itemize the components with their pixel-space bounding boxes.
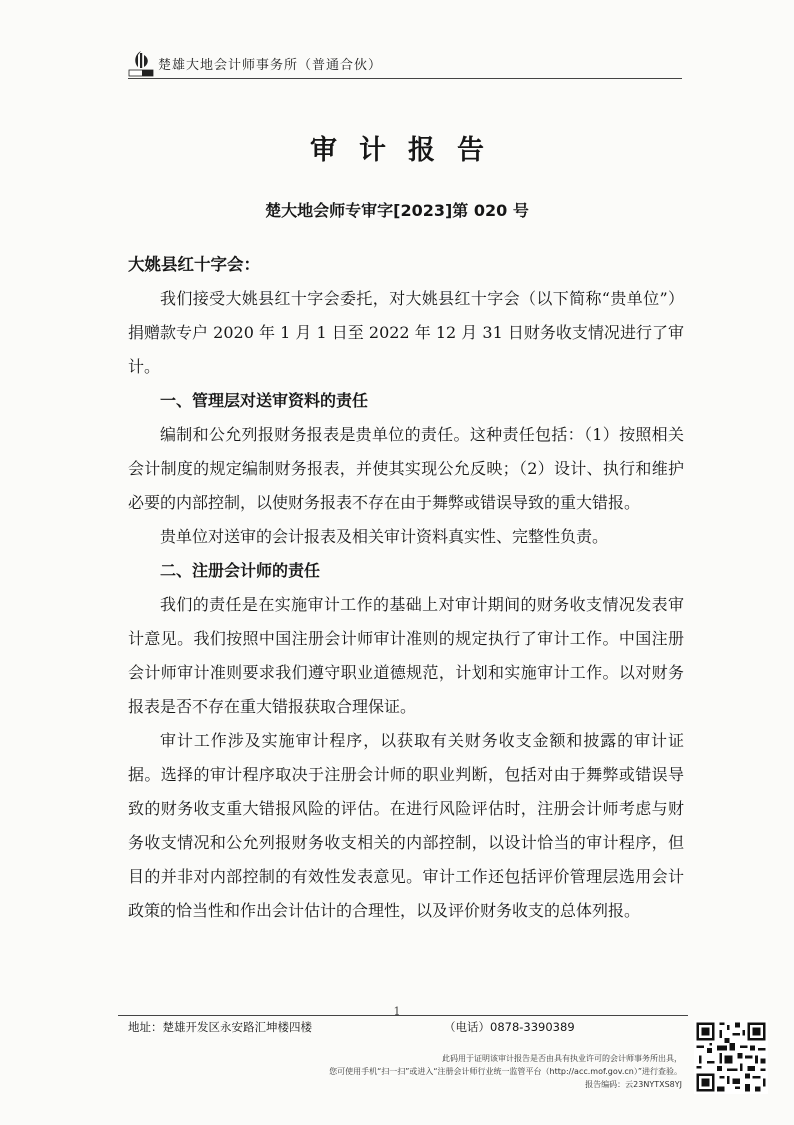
intro-paragraph: 我们接受大姚县红十字会委托，对大姚县红十字会（以下简称“贵单位”）捐赠款专户 2020 年 1 月 1 日至 2022 年 12 月 31 日财务收支情况进行了审计。 <box>128 289 684 376</box>
qr-code-icon[interactable] <box>694 1020 768 1094</box>
page-number: 1 <box>393 1005 401 1018</box>
firm-name: 楚雄大地会计师事务所（普通合伙） <box>158 57 383 73</box>
unit-responsibility-paragraph: 贵单位对送审的会计报表及相关审计资料真实性、完整性负责。 <box>160 527 609 546</box>
letterhead <box>128 48 382 78</box>
report-title: 审计报告 <box>310 135 506 166</box>
footer-phone: （电话）0878-3390389 <box>444 1020 575 1034</box>
verification-note-1: 此码用于证明该审计报告是否由具有执业许可的会计师事务所出具， <box>442 1054 682 1063</box>
footer-divider <box>118 1015 688 1016</box>
footer-address: 地址：楚雄开发区永安路汇坤楼四楼 <box>128 1020 312 1034</box>
management-responsibility-paragraph: 编制和公允列报财务报表是贵单位的责任。这种责任包括：（1）按照相关会计制度的规定编制财务报表，并使其实现公允反映；（2）设计、执行和维护必要的内部控制，以使财务报表不存在由于舞弊或错误导致的重大错报。 <box>128 425 684 512</box>
verification-note-2: 您可使用手机“扫一扫”或进入“注册会计师行业统一监管平台（http://acc.mof.gov.cn）”进行查验。 <box>329 1067 682 1076</box>
audit-procedure-paragraph: 审计工作涉及实施审计程序，以获取有关财务收支金额和披露的审计证据。选择的审计程序取决于注册会计师的职业判断，包括对由于舞弊或错误导致的财务收支重大错报风险的评估。在进行风险评估时，注册会计师考虑与财务收支情况和公允列报财务收支相关的内部控制，以设计恰当的审计程序，但目的并非对内部控制的有效性发表意见。审计工作还包括评价管理层选用会计政策的恰当性和作出会计估计的合理性，以及评价财务收支的总体列报。 <box>128 731 684 920</box>
report-number: 楚大地会师专审字[2023]第 020 号 <box>265 201 529 220</box>
section-heading-management: 一、管理层对送审资料的责任 <box>160 391 369 410</box>
report-code: 报告编码：云23NYTXS8YJ <box>585 1080 682 1089</box>
auditor-responsibility-paragraph: 我们的责任是在实施审计工作的基础上对审计期间的财务收支情况发表审计意见。我们按照中国注册会计师审计准则的规定执行了审计工作。中国注册会计师审计准则要求我们遵守职业道德规范，计划和实施审计工作。以对财务报表是否不存在重大错报获取合理保证。 <box>128 595 684 716</box>
header-divider <box>128 78 682 79</box>
report-body <box>128 282 684 928</box>
addressee: 大姚县红十字会： <box>128 255 260 274</box>
section-heading-auditor: 二、注册会计师的责任 <box>160 561 321 580</box>
firm-logo <box>128 49 154 77</box>
